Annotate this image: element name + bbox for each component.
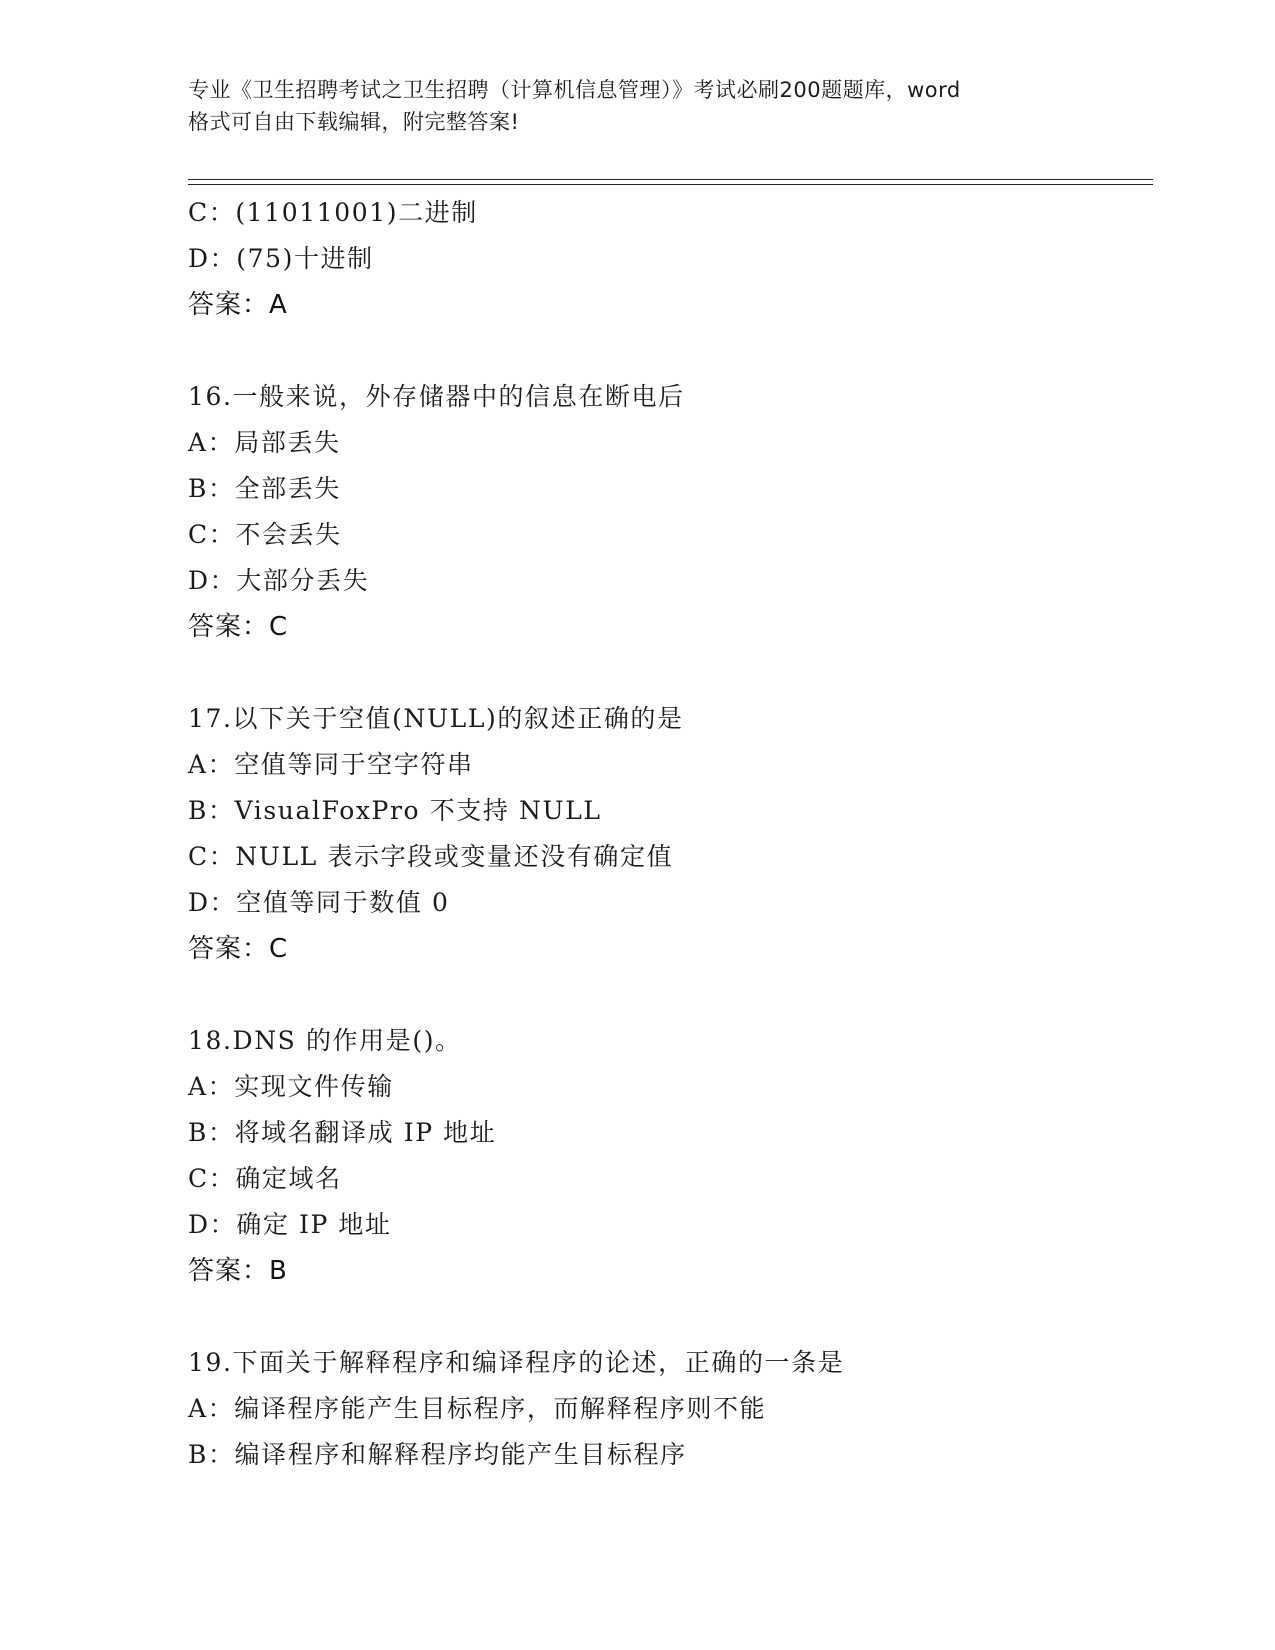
question-18 [188, 1018, 1128, 1294]
answer-line: 答案：C [188, 612, 289, 642]
option-b: B：编译程序和解释程序均能产生目标程序 [188, 1440, 687, 1469]
answer-line: 答案：A [188, 290, 288, 320]
spacer [188, 328, 1128, 374]
question-stem: 16.一般来说，外存储器中的信息在断电后 [188, 382, 685, 411]
question-stem: 19.下面关于解释程序和编译程序的论述，正确的一条是 [188, 1348, 845, 1377]
question-15-continued [188, 190, 1128, 328]
option-b: B：将域名翻译成 IP 地址 [188, 1118, 497, 1147]
answer-line: 答案：C [188, 934, 289, 964]
document-header [188, 74, 1088, 138]
header-line-2: 格式可自由下载编辑，附完整答案! [188, 110, 520, 134]
header-rule-top [188, 179, 1153, 180]
option-a: A：实现文件传输 [188, 1072, 394, 1101]
option-a: A：编译程序能产生目标程序，而解释程序则不能 [188, 1394, 767, 1423]
option-b: B：VisualFoxPro 不支持 NULL [188, 796, 602, 825]
spacer [188, 650, 1128, 696]
header-line-1: 专业《卫生招聘考试之卫生招聘（计算机信息管理）》考试必刷200题题库，word [188, 78, 961, 102]
question-stem: 18.DNS 的作用是()。 [188, 1026, 462, 1055]
option-c: C：确定域名 [188, 1164, 342, 1193]
question-16 [188, 374, 1128, 650]
option-d: D：(75)十进制 [188, 244, 374, 273]
spacer [188, 972, 1128, 1018]
question-19 [188, 1340, 1128, 1478]
spacer [188, 1294, 1128, 1340]
answer-line: 答案：B [188, 1256, 288, 1286]
header-rule-bottom [188, 184, 1153, 185]
option-d: D：确定 IP 地址 [188, 1210, 392, 1239]
option-d: D：大部分丢失 [188, 566, 370, 595]
option-b: B：全部丢失 [188, 474, 341, 503]
option-a: A：空值等同于空字符串 [188, 750, 474, 779]
option-c: C：NULL 表示字段或变量还没有确定值 [188, 842, 674, 871]
question-list [188, 190, 1128, 1478]
question-stem: 17.以下关于空值(NULL)的叙述正确的是 [188, 704, 684, 733]
option-c: C：(11011001)二进制 [188, 198, 478, 227]
option-d: D：空值等同于数值 0 [188, 888, 450, 917]
question-17 [188, 696, 1128, 972]
option-c: C：不会丢失 [188, 520, 342, 549]
option-a: A：局部丢失 [188, 428, 341, 457]
